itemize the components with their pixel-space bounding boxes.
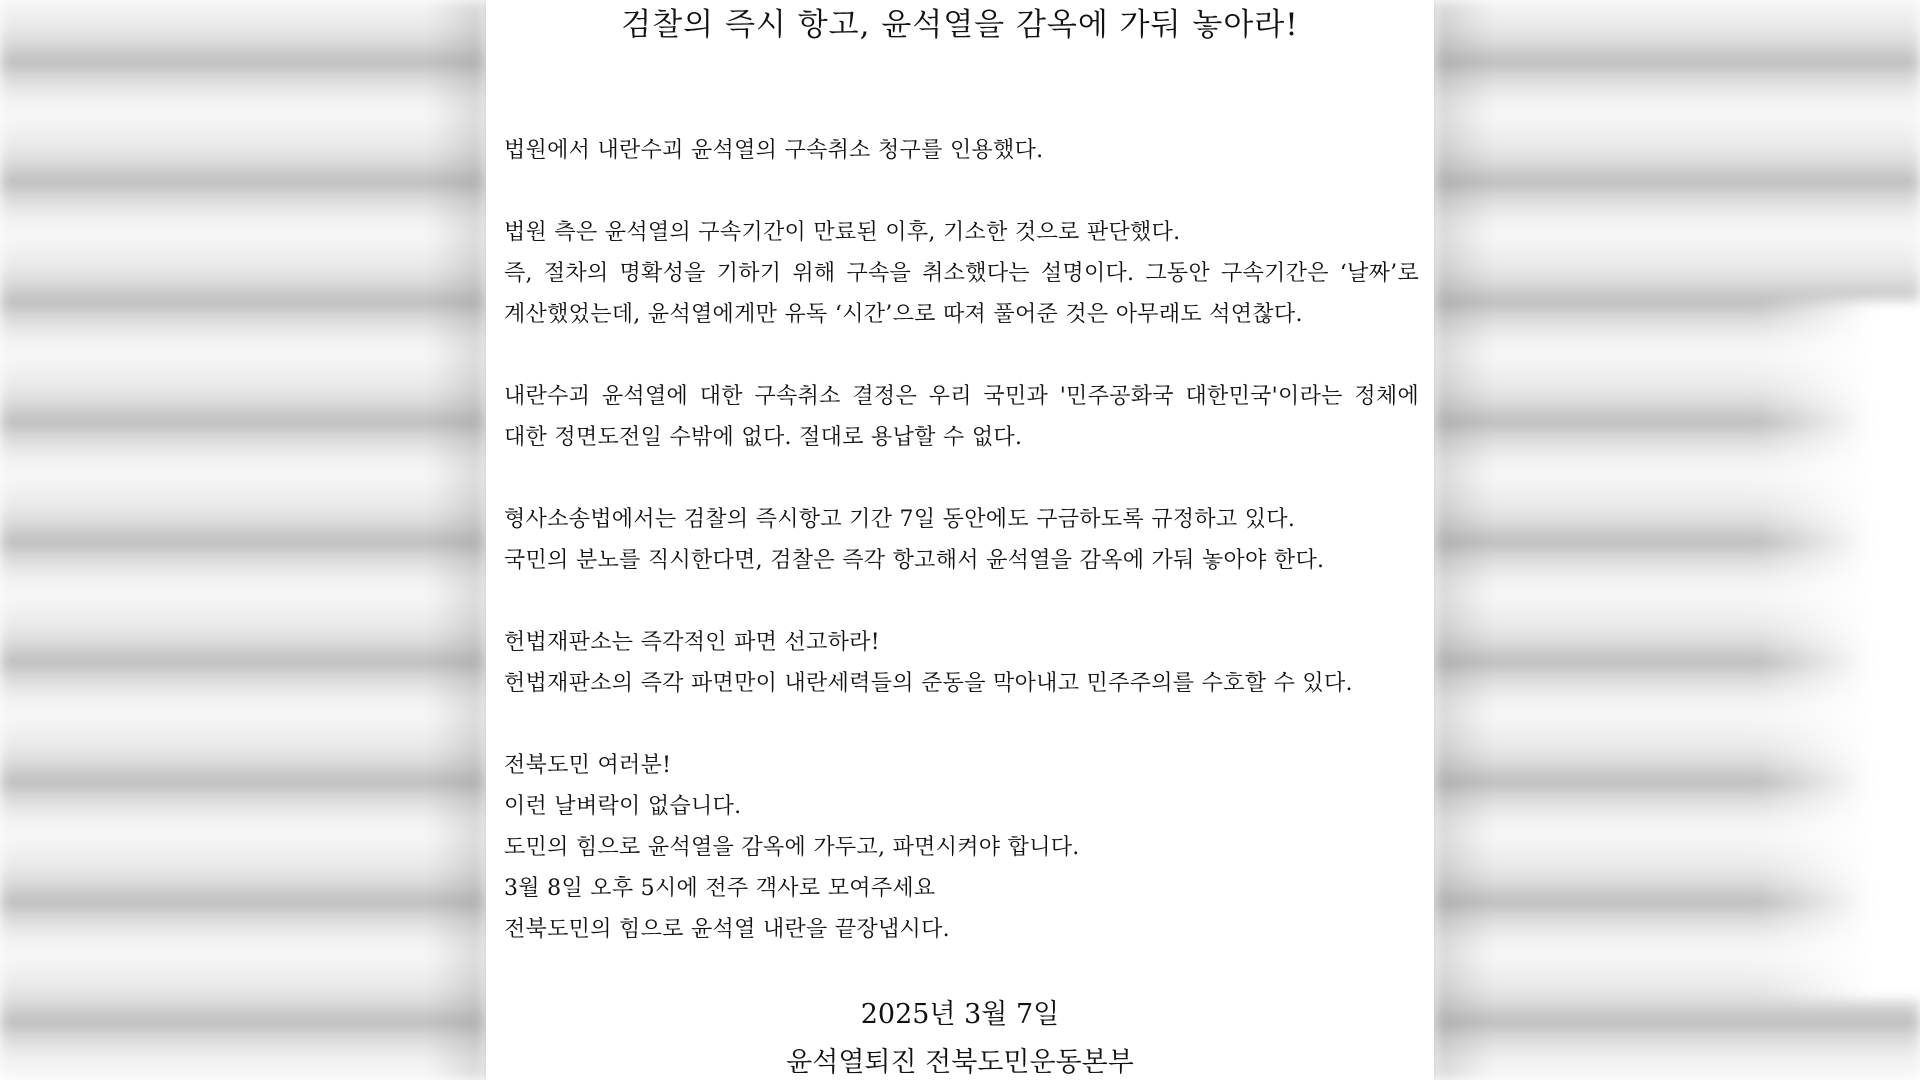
blurred-background-left — [0, 0, 486, 1080]
body-line: 전북도민의 힘으로 윤석열 내란을 끝장냅시다. — [504, 917, 950, 942]
body-line: 국민의 분노를 직시한다면, 검찰은 즉각 항고해서 윤석열을 감옥에 가둬 놓아야 한다. — [504, 548, 1325, 573]
blurred-background-right — [1434, 0, 1920, 1080]
issuing-organization: 윤석열퇴진 전북도민운동본부 — [786, 1047, 1134, 1078]
body-line: 계산했었는데, 윤석열에게만 유독 ‘시간’으로 따져 풀어준 것은 아무래도 석연찮다. — [504, 302, 1303, 327]
document-body — [504, 130, 1419, 950]
body-line: 이런 날벼락이 없습니다. — [504, 794, 742, 819]
body-line: 도민의 힘으로 윤석열을 감옥에 가두고, 파면시켜야 합니다. — [504, 835, 1080, 860]
body-line: 형사소송법에서는 검찰의 즉시항고 기간 7일 동안에도 구금하도록 규정하고 있다. — [504, 507, 1296, 532]
body-line: 법원에서 내란수괴 윤석열의 구속취소 청구를 인용했다. — [504, 138, 1044, 163]
body-line: 전북도민 여러분! — [504, 753, 672, 778]
body-line: 즉, 절차의 명확성을 기하기 위해 구속을 취소했다는 설명이다. 그동안 구속기간은 ‘날짜’로 — [504, 261, 1419, 286]
document-date: 2025년 3월 7일 — [860, 999, 1060, 1030]
body-line: 헌법재판소의 즉각 파면만이 내란세력들의 준동을 막아내고 민주주의를 수호할 수 있다. — [504, 671, 1353, 696]
document-title: 검찰의 즉시 항고, 윤석열을 감옥에 가둬 놓아라! — [621, 7, 1299, 43]
body-line: 내란수괴 윤석열에 대한 구속취소 결정은 우리 국민과 '민주공화국 대한민국'이라는 정체에 — [504, 384, 1419, 409]
body-line: 3월 8일 오후 5시에 전주 객사로 모여주세요 — [504, 876, 936, 901]
statement-document — [486, 0, 1434, 1080]
body-line: 헌법재판소는 즉각적인 파면 선고하라! — [504, 630, 880, 655]
body-line: 대한 정면도전일 수밖에 없다. 절대로 용납할 수 없다. — [504, 425, 1023, 450]
body-line: 법원 측은 윤석열의 구속기간이 만료된 이후, 기소한 것으로 판단했다. — [504, 220, 1181, 245]
